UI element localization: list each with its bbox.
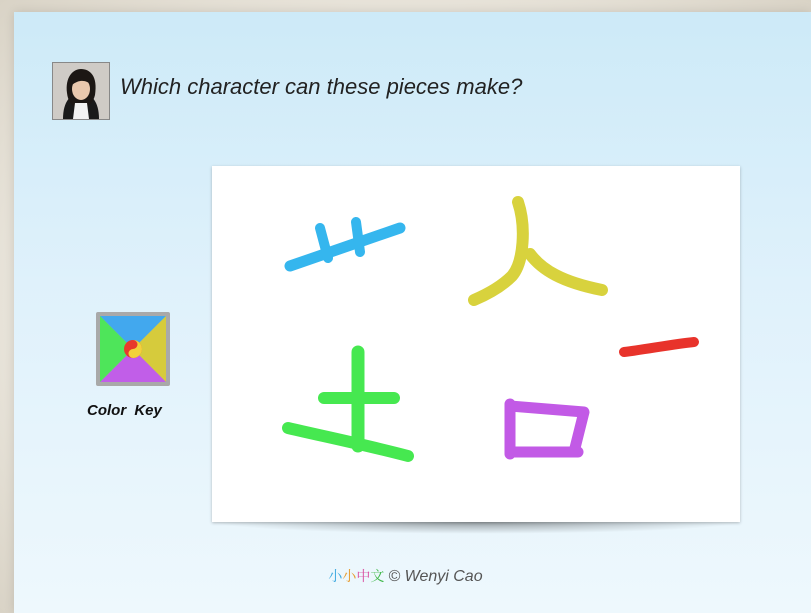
- color-key-label: Color Key: [87, 402, 162, 419]
- footer-credit: © Wenyi Cao: [388, 568, 483, 585]
- color-key-icon: [100, 316, 166, 382]
- color-key-button[interactable]: [96, 312, 170, 386]
- piece-tu-earth[interactable]: [288, 352, 408, 456]
- piece-heng-stroke[interactable]: [624, 342, 694, 352]
- piece-grass-radical[interactable]: [290, 222, 400, 266]
- puzzle-board: [212, 166, 740, 522]
- person-photo-icon: [53, 63, 109, 119]
- footer: [0, 566, 811, 586]
- piece-kou-mouth[interactable]: [510, 404, 584, 454]
- avatar: [52, 62, 110, 120]
- board-shadow: [212, 522, 742, 534]
- question-text: Which character can these pieces make?: [120, 74, 523, 99]
- footer-brand: 小小中文: [328, 568, 385, 584]
- piece-ren-person[interactable]: [474, 202, 602, 300]
